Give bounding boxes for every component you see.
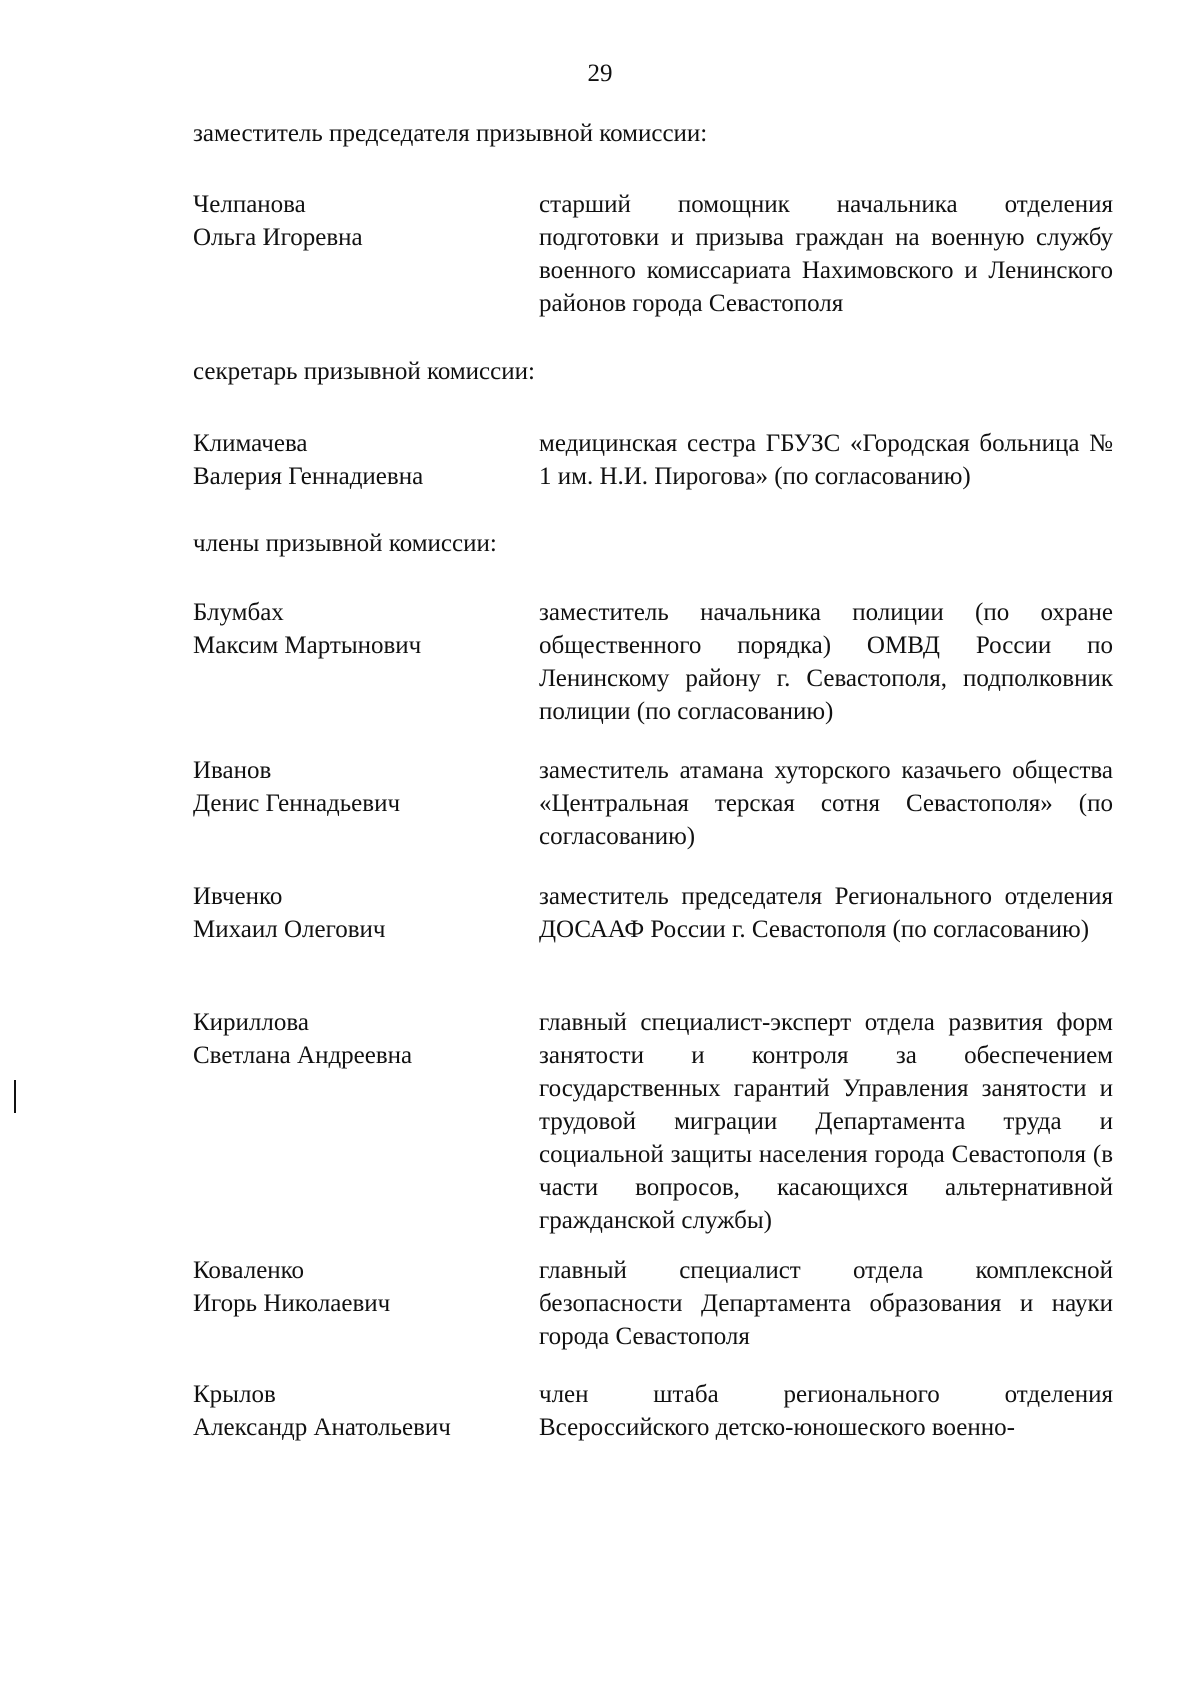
member-name xyxy=(193,1006,523,1072)
member-name xyxy=(193,188,523,254)
member-position: заместитель председателя Регионального отделения ДОСААФ России г. Севастополя (по согласованию) xyxy=(539,883,1113,943)
member-surname: Кириллова xyxy=(193,1009,309,1036)
member-given-name: Александр Анатольевич xyxy=(193,1414,451,1441)
member-given-name: Валерия Геннадиевна xyxy=(193,463,424,490)
member-surname: Блумбах xyxy=(193,599,284,626)
member-position: главный специалист-эксперт отдела развития форм занятости и контроля за обеспечением государственных гарантий Управления занятости и трудовой миграции Департамента труда и социальной защиты населения города Севастополя (в части вопросов, касающихся альтернативной гражданской службы) xyxy=(539,1009,1113,1234)
member-surname: Крылов xyxy=(193,1381,276,1408)
member-given-name: Светлана Андреевна xyxy=(193,1042,413,1069)
member-given-name: Михаил Олегович xyxy=(193,916,386,943)
heading-secretary: секретарь призывной комиссии: xyxy=(193,358,535,385)
member-name xyxy=(193,427,523,493)
member-name xyxy=(193,1378,523,1444)
member-surname: Челпанова xyxy=(193,191,306,218)
member-position: заместитель начальника полиции (по охране общественного порядка) ОМВД России по Ленинскому району г. Севастополя, подполковник полиции (по согласованию) xyxy=(539,599,1113,725)
margin-mark xyxy=(14,1080,16,1113)
member-position: старший помощник начальника отделения подготовки и призыва граждан на военную службу военного комиссариата Нахимовского и Ленинского районов города Севастополя xyxy=(539,191,1113,317)
member-given-name: Денис Геннадьевич xyxy=(193,790,401,817)
member-given-name: Ольга Игоревна xyxy=(193,224,363,251)
member-position: заместитель атамана хуторского казачьего общества «Центральная терская сотня Севастополя» (по согласованию) xyxy=(539,757,1113,850)
member-surname: Иванов xyxy=(193,757,272,784)
member-surname: Климачева xyxy=(193,430,308,457)
heading-deputy-chairman: заместитель председателя призывной комиссии: xyxy=(193,120,708,147)
member-surname: Коваленко xyxy=(193,1257,305,1284)
member-surname: Ивченко xyxy=(193,883,283,910)
member-position: член штаба регионального отделения Всероссийского детско-юношеского военно- xyxy=(539,1381,1113,1441)
member-name xyxy=(193,880,523,946)
member-position: медицинская сестра ГБУЗС «Городская больница № 1 им. Н.И. Пирогова» (по согласованию) xyxy=(539,430,1113,490)
page-number: 29 xyxy=(587,60,613,87)
member-given-name: Игорь Николаевич xyxy=(193,1290,391,1317)
member-name xyxy=(193,1254,523,1320)
heading-members: члены призывной комиссии: xyxy=(193,530,497,557)
member-name xyxy=(193,596,523,662)
member-position: главный специалист отдела комплексной безопасности Департамента образования и науки города Севастополя xyxy=(539,1257,1113,1350)
member-given-name: Максим Мартынович xyxy=(193,632,422,659)
member-name xyxy=(193,754,523,820)
